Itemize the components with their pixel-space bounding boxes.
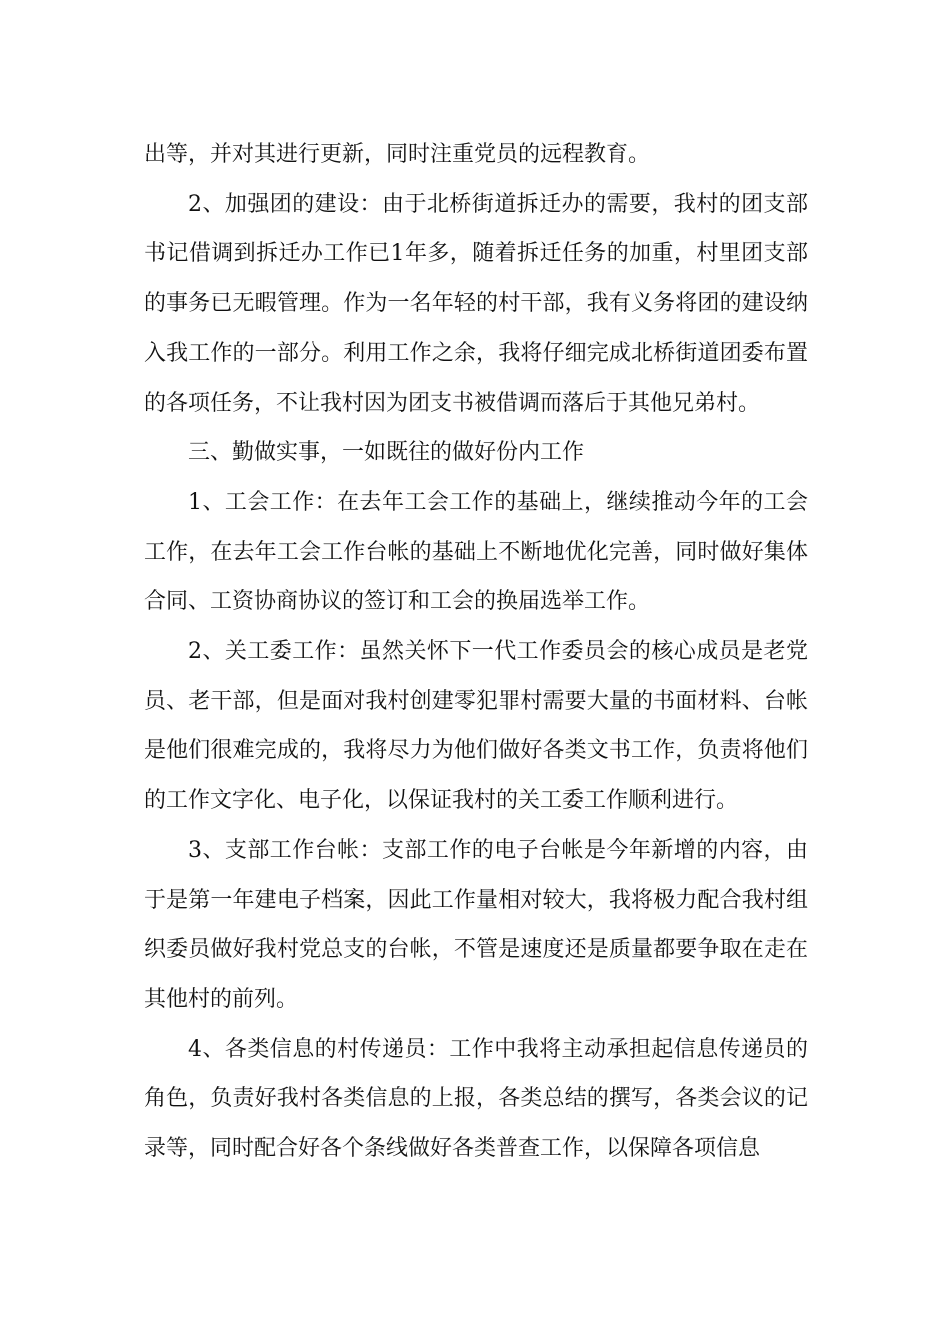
paragraph-trade-union: 1、工会工作：在去年工会工作的基础上，继续推动今年的工会工作，在去年工会工作台帐的基础上不断地优化完善，同时做好集体合同、工资协商协议的签订和工会的换届选举工作。 [144, 489, 808, 615]
paragraph-youth-league: 2、加强团的建设：由于北桥街道拆迁办的需要，我村的团支部书记借调到拆迁办工作已1年多，随着拆迁任务的加重，村里团支部的事务已无暇管理。作为一名年轻的村干部，我有义务将团的建设纳入我工作的一部分。利用工作之余，我将仔细完成北桥街道团委布置的各项任务，不让我村因为团支书被借调而落后于其他兄弟村。 [144, 191, 808, 416]
paragraph-branch-ledger: 3、支部工作台帐：支部工作的电子台帐是今年新增的内容，由于是第一年建电子档案，因此工作量相对较大，我将极力配合我村组织委员做好我村党总支的台帐，不管是速度还是质量都要争取在走在其他村的前列。 [144, 837, 808, 1012]
document-body [144, 130, 808, 1174]
paragraph-continuation: 出等，并对其进行更新，同时注重党员的远程教育。 [144, 142, 651, 167]
section-heading: 三、勤做实事，一如既往的做好份内工作 [188, 440, 585, 466]
paragraph-information-relay: 4、各类信息的村传递员：工作中我将主动承担起信息传递员的角色，负责好我村各类信息的上报，各类总结的撰写，各类会议的记录等，同时配合好各个条线做好各类普查工作，以保障各项信息 [144, 1036, 808, 1162]
paragraph-care-committee: 2、关工委工作：虽然关怀下一代工作委员会的核心成员是老党员、老干部，但是面对我村创建零犯罪村需要大量的书面材料、台帐是他们很难完成的，我将尽力为他们做好各类文书工作，负责将他们的工作文字化、电子化，以保证我村的关工委工作顺利进行。 [144, 639, 808, 814]
